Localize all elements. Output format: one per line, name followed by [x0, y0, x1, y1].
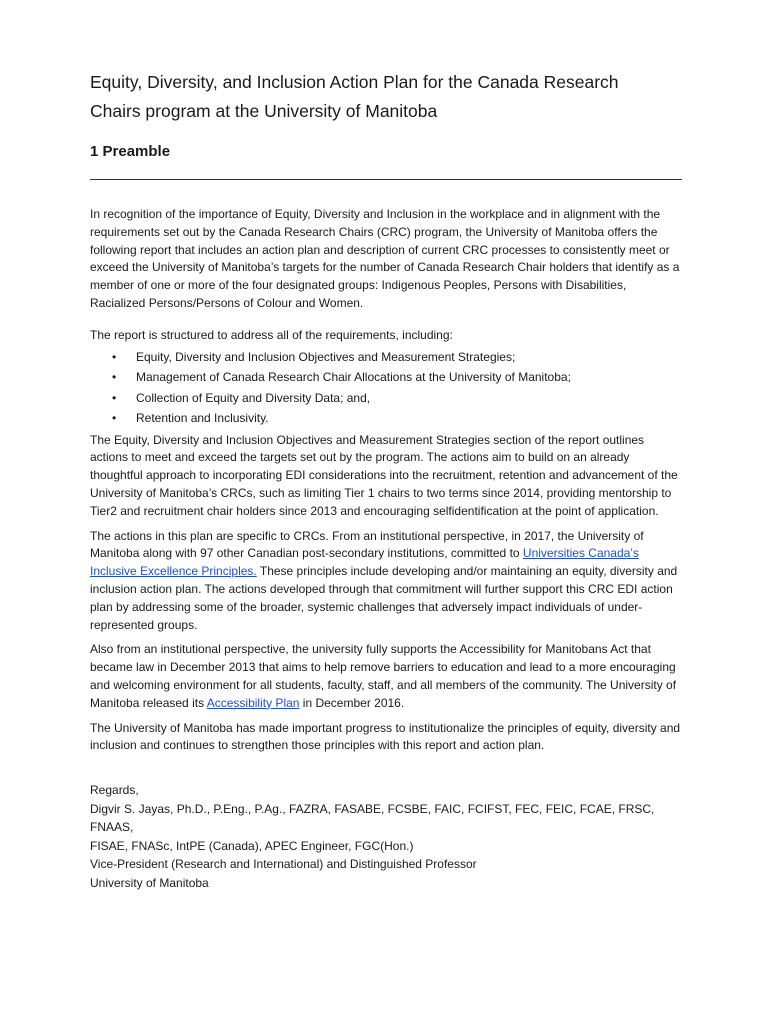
list-item-text: Management of Canada Research Chair Allocations at the University of Manitoba; [136, 370, 571, 385]
list-item-text: Collection of Equity and Diversity Data; and, [136, 390, 371, 405]
signature-block [90, 781, 682, 892]
paragraph-text: in December 2016. [299, 695, 405, 710]
horizontal-rule [90, 179, 682, 180]
document-page [90, 68, 682, 890]
list-item-text: Retention and Inclusivity. [136, 411, 269, 426]
title-line-1: Equity, Diversity, and Inclusion Action Plan for the Canada Research [90, 72, 619, 92]
signature-institution: University of Manitoba [90, 875, 209, 890]
bullet-icon: • [112, 370, 117, 385]
section-heading-preamble: 1 Preamble [90, 143, 171, 160]
paragraph-progress: The University of Manitoba has made important progress to institutionalize the principles of equity, diversity and inclusion and continues to strengthen those principles with this report and action plan. [90, 720, 681, 753]
signature-name-line-2: FISAE, FNASc, IntPE (Canada), APEC Engineer, FGC(Hon.) [90, 838, 414, 853]
accessibility-plan-link[interactable]: Accessibility Plan [206, 695, 300, 710]
signature-closing: Regards, [90, 783, 139, 798]
paragraph-text: These principles include developing and/or maintaining an equity, diversity and inclusion action plan. The actions developed through that commitment will further support this CRC EDI action plan by addressing some of the broader, systemic challenges that adversely impact individuals of under-represented groups. [90, 564, 678, 632]
paragraph-institutional-perspective [90, 528, 682, 635]
list-item [90, 388, 682, 409]
bullet-icon: • [112, 349, 117, 364]
paragraph-accessibility [90, 641, 682, 712]
title-line-2: Chairs program at the University of Manitoba [90, 101, 438, 121]
document-title [90, 68, 682, 126]
list-item [90, 408, 682, 429]
paragraph-recognition: In recognition of the importance of Equity, Diversity and Inclusion in the workplace and in alignment with the requirements set out by the Canada Research Chairs (CRC) program, the University of Manitoba offers the following report that includes an action plan and description of current CRC processes to consistently meet or exceed the University of Manitoba’s targets for the number of Canada Research Chair holders that identify as a member of one or more of the four designated groups: Indigenous Peoples, Persons with Disabilities, Racialized Persons/Persons of Colour and Women. [90, 207, 680, 310]
paragraph-text: The actions in this plan are specific to CRCs. From an institutional perspective, in 2017, the University of Manitoba along with 97 other Canadian post-secondary institutions, committed to [90, 528, 644, 561]
bullet-icon: • [112, 390, 117, 405]
paragraph-text: Also from an institutional perspective, the university fully supports the Accessibility for Manitobans Act that became law in December 2013 that aims to help remove barriers to education and lead to a more encouraging and welcoming environment for all students, faculty, staff, and all members of the community. The University of Manitoba released its [90, 642, 677, 710]
inclusive-excellence-link[interactable]: Universities Canada’s Inclusive Excellence Principles. [90, 546, 639, 579]
paragraph-structure-intro: The report is structured to address all of the requirements, including: [90, 327, 453, 342]
bullet-icon: • [112, 411, 117, 426]
list-item-text: Equity, Diversity and Inclusion Objectives and Measurement Strategies; [136, 349, 516, 364]
document-body [90, 206, 682, 892]
list-item [90, 367, 682, 388]
requirements-list [90, 347, 682, 429]
signature-name-line-1: Digvir S. Jayas, Ph.D., P.Eng., P.Ag., FAZRA, FASABE, FCSBE, FAIC, FCIFST, FEC, FEIC, FCAE, FRSC, FNAAS, [90, 801, 655, 835]
paragraph-objectives: The Equity, Diversity and Inclusion Objectives and Measurement Strategies section of the report outlines actions to meet and exceed the targets set out by the program. The actions aim to build on an already thoughtful approach to incorporating EDI considerations into the recruitment, retention and advancement of the University of Manitoba’s CRCs, such as limiting Tier 1 chairs to two terms since 2014, providing mentorship to Tier2 and recruitment chair holders since 2013 and encouraging selfidentification at the point of application. [90, 432, 678, 518]
signature-position: Vice-President (Research and International) and Distinguished Professor [90, 857, 477, 872]
list-item [90, 347, 682, 368]
